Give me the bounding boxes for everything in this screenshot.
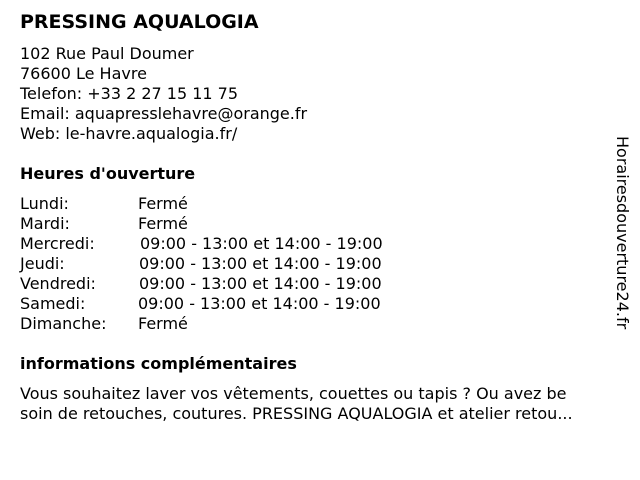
contact-block: [20, 44, 307, 144]
street-address: 102 Rue Paul Doumer: [20, 44, 194, 63]
opening-hours-heading: Heures d'ouverture: [20, 164, 196, 183]
city-postcode: 76600 Le Havre: [20, 64, 147, 83]
info-line: soin de retouches, coutures. PRESSING AQUALOGIA et atelier retou...: [20, 404, 573, 423]
additional-info-text: [20, 384, 632, 424]
phone-number: Telefon: +33 2 27 15 11 75: [20, 84, 239, 103]
hours-value: Fermé: [138, 314, 188, 333]
day-label: Vendredi:: [20, 274, 96, 293]
additional-info-heading: informations complémentaires: [20, 354, 297, 373]
hours-value: 09:00 - 13:00 et 14:00 - 19:00: [138, 294, 381, 313]
hours-value: 09:00 - 13:00 et 14:00 - 19:00: [140, 234, 383, 253]
hours-value: Fermé: [138, 194, 188, 213]
hours-value: Fermé: [138, 214, 188, 233]
info-line: Vous souhaitez laver vos vêtements, couettes ou tapis ? Ou avez be: [20, 384, 567, 403]
day-label: Lundi:: [20, 194, 69, 213]
day-label: Jeudi:: [20, 254, 65, 273]
day-label: Dimanche:: [20, 314, 107, 333]
day-label: Mercredi:: [20, 234, 95, 253]
hours-value: 09:00 - 13:00 et 14:00 - 19:00: [139, 274, 382, 293]
business-name: PRESSING AQUALOGIA: [20, 11, 259, 33]
hours-value: 09:00 - 13:00 et 14:00 - 19:00: [139, 254, 382, 273]
day-label: Mardi:: [20, 214, 70, 233]
site-watermark: Horairesdouverture24.fr: [613, 136, 632, 330]
email-address: Email: aquapresslehavre@orange.fr: [20, 104, 308, 123]
website: Web: le-havre.aqualogia.fr/: [20, 124, 238, 143]
day-label: Samedi:: [20, 294, 86, 313]
